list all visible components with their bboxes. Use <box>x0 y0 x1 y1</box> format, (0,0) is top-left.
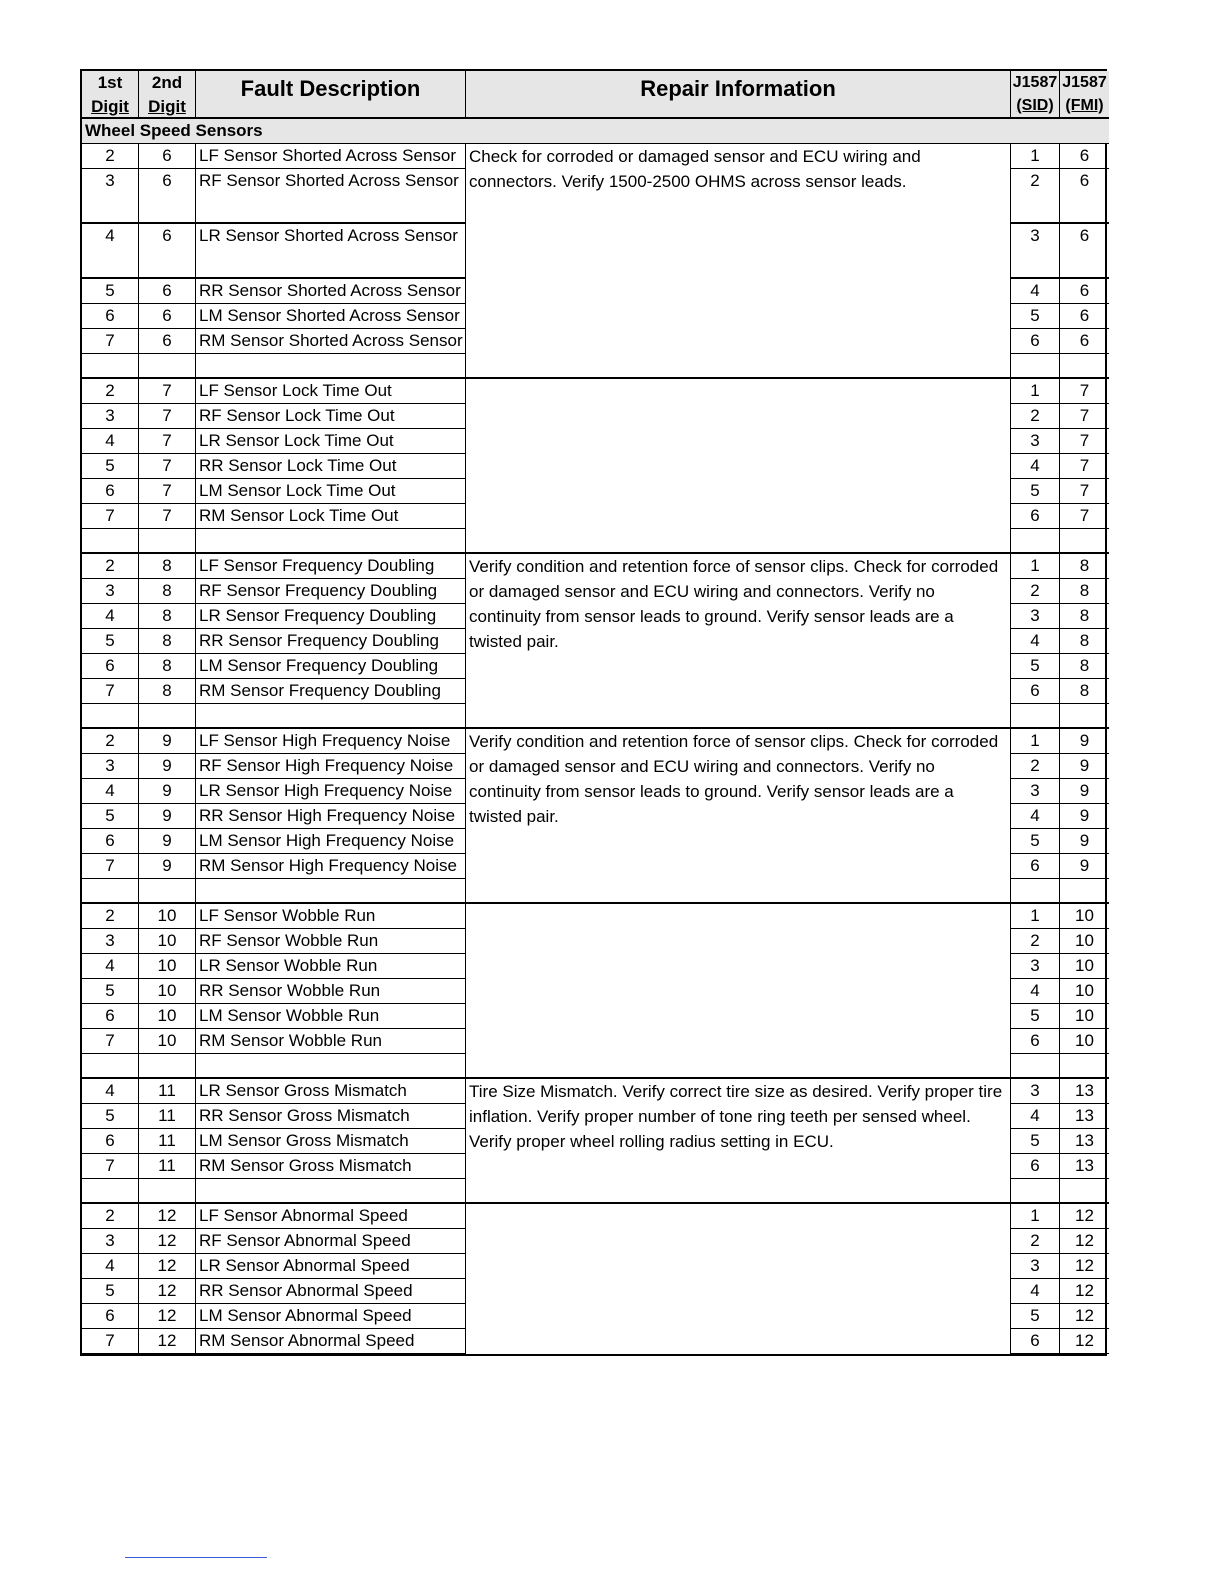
header-sid-line1: J1587 <box>1012 74 1058 91</box>
fault-description-cell: LR Sensor Frequency Doubling <box>196 604 466 629</box>
second-digit-cell: 9 <box>139 804 196 829</box>
fmi-cell: 7 <box>1060 479 1109 504</box>
sid-cell: 5 <box>1011 479 1060 504</box>
fmi-cell: 13 <box>1060 1154 1109 1179</box>
second-digit-cell: 8 <box>139 554 196 579</box>
fmi-cell: 9 <box>1060 779 1109 804</box>
fmi-cell: 7 <box>1060 404 1109 429</box>
fault-description-cell: RR Sensor Abnormal Speed <box>196 1279 466 1304</box>
sid-cell: 3 <box>1011 604 1060 629</box>
spacer-cell <box>1011 354 1060 379</box>
fault-description-cell: LF Sensor Frequency Doubling <box>196 554 466 579</box>
sid-cell: 6 <box>1011 1154 1060 1179</box>
first-digit-cell: 3 <box>82 754 139 779</box>
spacer-cell <box>1011 879 1060 904</box>
spacer-cell <box>196 1179 466 1204</box>
second-digit-cell: 8 <box>139 579 196 604</box>
repair-information-cell <box>466 1204 1011 1354</box>
second-digit-cell: 11 <box>139 1104 196 1129</box>
sid-cell: 3 <box>1011 429 1060 454</box>
fault-description-cell: LM Sensor Wobble Run <box>196 1004 466 1029</box>
header-first-digit-line2: Digit <box>91 97 129 116</box>
sid-cell: 6 <box>1011 679 1060 704</box>
second-digit-cell: 9 <box>139 854 196 879</box>
spacer-cell <box>139 1054 196 1079</box>
fault-description-cell: LR Sensor Wobble Run <box>196 954 466 979</box>
first-digit-cell: 5 <box>82 979 139 1004</box>
fault-description-cell: LR Sensor Lock Time Out <box>196 429 466 454</box>
first-digit-cell: 4 <box>82 954 139 979</box>
spacer-cell <box>82 879 139 904</box>
sid-cell: 1 <box>1011 144 1060 169</box>
fault-description-cell: LM Sensor Frequency Doubling <box>196 654 466 679</box>
first-digit-cell: 4 <box>82 224 139 279</box>
fault-description-cell: RM Sensor Frequency Doubling <box>196 679 466 704</box>
fmi-cell: 9 <box>1060 804 1109 829</box>
second-digit-cell: 6 <box>139 304 196 329</box>
first-digit-cell: 7 <box>82 679 139 704</box>
second-digit-cell: 7 <box>139 379 196 404</box>
sid-cell: 2 <box>1011 579 1060 604</box>
fmi-cell: 9 <box>1060 829 1109 854</box>
footer-link-underline <box>125 1557 267 1558</box>
first-digit-cell: 5 <box>82 629 139 654</box>
spacer-cell <box>1060 879 1109 904</box>
sid-cell: 4 <box>1011 454 1060 479</box>
first-digit-cell: 3 <box>82 1229 139 1254</box>
repair-information-cell: Verify condition and retention force of sensor clips. Check for corroded or damaged sensor and ECU wiring and connectors. Verify no continuity from sensor leads to ground. Verify sensor leads are a twisted pair. <box>466 729 1011 904</box>
fault-description-cell: RR Sensor Shorted Across Sensor <box>196 279 466 304</box>
fault-description-cell: RM Sensor Abnormal Speed <box>196 1329 466 1354</box>
second-digit-cell: 10 <box>139 954 196 979</box>
spacer-cell <box>196 1054 466 1079</box>
spacer-cell <box>139 1179 196 1204</box>
fmi-cell: 8 <box>1060 629 1109 654</box>
sid-cell: 6 <box>1011 854 1060 879</box>
spacer-cell <box>82 354 139 379</box>
fault-description-cell: RM Sensor Wobble Run <box>196 1029 466 1054</box>
sid-cell: 3 <box>1011 954 1060 979</box>
first-digit-cell: 6 <box>82 654 139 679</box>
first-digit-cell: 4 <box>82 779 139 804</box>
header-repair-information: Repair Information <box>466 71 1011 119</box>
sid-cell: 3 <box>1011 224 1060 279</box>
first-digit-cell: 2 <box>82 379 139 404</box>
sid-cell: 1 <box>1011 1204 1060 1229</box>
sid-cell: 2 <box>1011 1229 1060 1254</box>
fmi-cell: 10 <box>1060 1004 1109 1029</box>
sid-cell: 5 <box>1011 654 1060 679</box>
fmi-cell: 12 <box>1060 1229 1109 1254</box>
spacer-cell <box>1011 704 1060 729</box>
repair-information-cell <box>466 379 1011 554</box>
fmi-cell: 9 <box>1060 854 1109 879</box>
spacer-cell <box>82 529 139 554</box>
fmi-cell: 10 <box>1060 929 1109 954</box>
spacer-cell <box>1060 354 1109 379</box>
second-digit-cell: 7 <box>139 454 196 479</box>
sid-cell: 3 <box>1011 779 1060 804</box>
second-digit-cell: 12 <box>139 1204 196 1229</box>
sid-cell: 5 <box>1011 829 1060 854</box>
fault-description-cell: RF Sensor Abnormal Speed <box>196 1229 466 1254</box>
second-digit-cell: 7 <box>139 479 196 504</box>
fmi-cell: 7 <box>1060 429 1109 454</box>
repair-information-cell: Check for corroded or damaged sensor and ECU wiring and connectors. Verify 1500-2500 OHMS across sensor leads. <box>466 144 1011 379</box>
fault-description-cell: LR Sensor Gross Mismatch <box>196 1079 466 1104</box>
second-digit-cell: 7 <box>139 429 196 454</box>
fault-description-cell: LF Sensor Shorted Across Sensor <box>196 144 466 169</box>
first-digit-cell: 3 <box>82 404 139 429</box>
spacer-cell <box>1060 704 1109 729</box>
second-digit-cell: 12 <box>139 1329 196 1354</box>
fmi-cell: 13 <box>1060 1079 1109 1104</box>
first-digit-cell: 7 <box>82 1329 139 1354</box>
first-digit-cell: 6 <box>82 1004 139 1029</box>
second-digit-cell: 6 <box>139 144 196 169</box>
fmi-cell: 13 <box>1060 1104 1109 1129</box>
fmi-cell: 6 <box>1060 144 1109 169</box>
second-digit-cell: 10 <box>139 904 196 929</box>
spacer-cell <box>196 354 466 379</box>
fmi-cell: 6 <box>1060 304 1109 329</box>
header-fault-description: Fault Description <box>196 71 466 119</box>
first-digit-cell: 7 <box>82 1029 139 1054</box>
second-digit-cell: 12 <box>139 1254 196 1279</box>
fault-description-cell: RF Sensor Shorted Across Sensor <box>196 169 466 224</box>
first-digit-cell: 3 <box>82 579 139 604</box>
fmi-cell: 9 <box>1060 754 1109 779</box>
spacer-cell <box>1011 1179 1060 1204</box>
spacer-cell <box>82 704 139 729</box>
second-digit-cell: 7 <box>139 404 196 429</box>
fmi-cell: 8 <box>1060 654 1109 679</box>
header-second-digit <box>139 71 196 119</box>
sid-cell: 1 <box>1011 379 1060 404</box>
second-digit-cell: 6 <box>139 279 196 304</box>
sid-cell: 4 <box>1011 979 1060 1004</box>
second-digit-cell: 12 <box>139 1229 196 1254</box>
sid-cell: 2 <box>1011 754 1060 779</box>
fmi-cell: 8 <box>1060 579 1109 604</box>
first-digit-cell: 7 <box>82 1154 139 1179</box>
fmi-cell: 7 <box>1060 454 1109 479</box>
first-digit-cell: 5 <box>82 279 139 304</box>
second-digit-cell: 11 <box>139 1129 196 1154</box>
first-digit-cell: 5 <box>82 1279 139 1304</box>
sid-cell: 6 <box>1011 504 1060 529</box>
repair-information-cell: Verify condition and retention force of sensor clips. Check for corroded or damaged sensor and ECU wiring and connectors. Verify no continuity from sensor leads to ground. Verify sensor leads are a twisted pair. <box>466 554 1011 729</box>
fmi-cell: 6 <box>1060 329 1109 354</box>
sid-cell: 5 <box>1011 1129 1060 1154</box>
fault-description-cell: LM Sensor Lock Time Out <box>196 479 466 504</box>
header-fmi-line2: (FMI) <box>1065 97 1104 114</box>
sid-cell: 4 <box>1011 1279 1060 1304</box>
first-digit-cell: 4 <box>82 1079 139 1104</box>
header-fmi <box>1060 71 1109 119</box>
fault-description-cell: LF Sensor Abnormal Speed <box>196 1204 466 1229</box>
repair-information-cell: Tire Size Mismatch. Verify correct tire size as desired. Verify proper tire inflation. Verify proper number of tone ring teeth per sensed wheel. Verify proper wheel rolling radius setting in ECU. <box>466 1079 1011 1204</box>
second-digit-cell: 12 <box>139 1279 196 1304</box>
second-digit-cell: 9 <box>139 779 196 804</box>
first-digit-cell: 6 <box>82 829 139 854</box>
fmi-cell: 7 <box>1060 379 1109 404</box>
fault-description-cell: RF Sensor High Frequency Noise <box>196 754 466 779</box>
fault-description-cell: LM Sensor High Frequency Noise <box>196 829 466 854</box>
first-digit-cell: 2 <box>82 1204 139 1229</box>
spacer-cell <box>196 704 466 729</box>
fault-description-cell: LR Sensor Abnormal Speed <box>196 1254 466 1279</box>
fault-description-cell: RF Sensor Lock Time Out <box>196 404 466 429</box>
second-digit-cell: 6 <box>139 329 196 354</box>
first-digit-cell: 6 <box>82 1129 139 1154</box>
fault-description-cell: RR Sensor High Frequency Noise <box>196 804 466 829</box>
repair-information-cell <box>466 904 1011 1079</box>
spacer-cell <box>1060 529 1109 554</box>
spacer-cell <box>196 529 466 554</box>
sid-cell: 5 <box>1011 1304 1060 1329</box>
second-digit-cell: 10 <box>139 929 196 954</box>
second-digit-cell: 6 <box>139 224 196 279</box>
spacer-cell <box>82 1054 139 1079</box>
fault-code-table <box>80 69 1107 1356</box>
second-digit-cell: 10 <box>139 979 196 1004</box>
fmi-cell: 10 <box>1060 954 1109 979</box>
first-digit-cell: 7 <box>82 854 139 879</box>
fmi-cell: 12 <box>1060 1279 1109 1304</box>
fault-description-cell: RF Sensor Frequency Doubling <box>196 579 466 604</box>
second-digit-cell: 10 <box>139 1004 196 1029</box>
fault-description-cell: RM Sensor High Frequency Noise <box>196 854 466 879</box>
first-digit-cell: 6 <box>82 479 139 504</box>
sid-cell: 5 <box>1011 304 1060 329</box>
first-digit-cell: 3 <box>82 929 139 954</box>
fmi-cell: 10 <box>1060 904 1109 929</box>
sid-cell: 4 <box>1011 1104 1060 1129</box>
fmi-cell: 6 <box>1060 224 1109 279</box>
section-title: Wheel Speed Sensors <box>82 119 1109 144</box>
sid-cell: 4 <box>1011 804 1060 829</box>
spacer-cell <box>196 879 466 904</box>
first-digit-cell: 2 <box>82 729 139 754</box>
sid-cell: 4 <box>1011 279 1060 304</box>
fault-description-cell: LR Sensor Shorted Across Sensor <box>196 224 466 279</box>
fmi-cell: 7 <box>1060 504 1109 529</box>
fmi-cell: 9 <box>1060 729 1109 754</box>
second-digit-cell: 7 <box>139 504 196 529</box>
spacer-cell <box>1011 529 1060 554</box>
fmi-cell: 12 <box>1060 1204 1109 1229</box>
sid-cell: 6 <box>1011 1029 1060 1054</box>
fault-description-cell: RF Sensor Wobble Run <box>196 929 466 954</box>
fmi-cell: 10 <box>1060 979 1109 1004</box>
fmi-cell: 6 <box>1060 279 1109 304</box>
header-fmi-line1: J1587 <box>1062 74 1107 91</box>
first-digit-cell: 3 <box>82 169 139 224</box>
spacer-cell <box>1011 1054 1060 1079</box>
first-digit-cell: 4 <box>82 604 139 629</box>
fault-description-cell: LF Sensor Lock Time Out <box>196 379 466 404</box>
fault-description-cell: RR Sensor Gross Mismatch <box>196 1104 466 1129</box>
header-first-digit-line1: 1st <box>97 73 123 92</box>
sid-cell: 3 <box>1011 1254 1060 1279</box>
spacer-cell <box>1060 1179 1109 1204</box>
first-digit-cell: 5 <box>82 1104 139 1129</box>
sid-cell: 1 <box>1011 729 1060 754</box>
sid-cell: 3 <box>1011 1079 1060 1104</box>
first-digit-cell: 2 <box>82 144 139 169</box>
sid-cell: 2 <box>1011 169 1060 224</box>
fault-description-cell: RM Sensor Lock Time Out <box>196 504 466 529</box>
fmi-cell: 10 <box>1060 1029 1109 1054</box>
fmi-cell: 8 <box>1060 554 1109 579</box>
second-digit-cell: 6 <box>139 169 196 224</box>
second-digit-cell: 8 <box>139 629 196 654</box>
fault-description-cell: RR Sensor Wobble Run <box>196 979 466 1004</box>
fault-description-cell: LM Sensor Abnormal Speed <box>196 1304 466 1329</box>
sid-cell: 5 <box>1011 1004 1060 1029</box>
spacer-cell <box>139 879 196 904</box>
first-digit-cell: 5 <box>82 804 139 829</box>
fault-description-cell: LF Sensor High Frequency Noise <box>196 729 466 754</box>
second-digit-cell: 10 <box>139 1029 196 1054</box>
second-digit-cell: 8 <box>139 604 196 629</box>
fault-description-cell: RM Sensor Shorted Across Sensor <box>196 329 466 354</box>
fault-description-cell: RR Sensor Frequency Doubling <box>196 629 466 654</box>
fault-description-cell: LM Sensor Shorted Across Sensor <box>196 304 466 329</box>
second-digit-cell: 8 <box>139 654 196 679</box>
fault-description-cell: LM Sensor Gross Mismatch <box>196 1129 466 1154</box>
first-digit-cell: 5 <box>82 454 139 479</box>
first-digit-cell: 2 <box>82 904 139 929</box>
first-digit-cell: 6 <box>82 304 139 329</box>
first-digit-cell: 4 <box>82 429 139 454</box>
header-second-digit-line1: 2nd <box>151 73 183 92</box>
sid-cell: 4 <box>1011 629 1060 654</box>
fmi-cell: 13 <box>1060 1129 1109 1154</box>
first-digit-cell: 7 <box>82 504 139 529</box>
spacer-cell <box>139 354 196 379</box>
first-digit-cell: 7 <box>82 329 139 354</box>
second-digit-cell: 9 <box>139 754 196 779</box>
fmi-cell: 12 <box>1060 1254 1109 1279</box>
first-digit-cell: 6 <box>82 1304 139 1329</box>
second-digit-cell: 11 <box>139 1154 196 1179</box>
fault-description-cell: RR Sensor Lock Time Out <box>196 454 466 479</box>
header-first-digit <box>82 71 139 119</box>
second-digit-cell: 11 <box>139 1079 196 1104</box>
fmi-cell: 6 <box>1060 169 1109 224</box>
sid-cell: 1 <box>1011 554 1060 579</box>
sid-cell: 1 <box>1011 904 1060 929</box>
first-digit-cell: 4 <box>82 1254 139 1279</box>
fault-description-cell: LR Sensor High Frequency Noise <box>196 779 466 804</box>
header-sid-line2: (SID) <box>1016 97 1054 114</box>
spacer-cell <box>1060 1054 1109 1079</box>
fmi-cell: 8 <box>1060 679 1109 704</box>
header-second-digit-line2: Digit <box>148 97 186 116</box>
sid-cell: 2 <box>1011 929 1060 954</box>
header-sid <box>1011 71 1060 119</box>
sid-cell: 6 <box>1011 329 1060 354</box>
second-digit-cell: 9 <box>139 829 196 854</box>
spacer-cell <box>139 704 196 729</box>
fault-description-cell: RM Sensor Gross Mismatch <box>196 1154 466 1179</box>
fmi-cell: 12 <box>1060 1304 1109 1329</box>
fmi-cell: 8 <box>1060 604 1109 629</box>
sid-cell: 2 <box>1011 404 1060 429</box>
spacer-cell <box>82 1179 139 1204</box>
second-digit-cell: 8 <box>139 679 196 704</box>
fmi-cell: 12 <box>1060 1329 1109 1354</box>
second-digit-cell: 12 <box>139 1304 196 1329</box>
fault-description-cell: LF Sensor Wobble Run <box>196 904 466 929</box>
sid-cell: 6 <box>1011 1329 1060 1354</box>
second-digit-cell: 9 <box>139 729 196 754</box>
first-digit-cell: 2 <box>82 554 139 579</box>
spacer-cell <box>139 529 196 554</box>
